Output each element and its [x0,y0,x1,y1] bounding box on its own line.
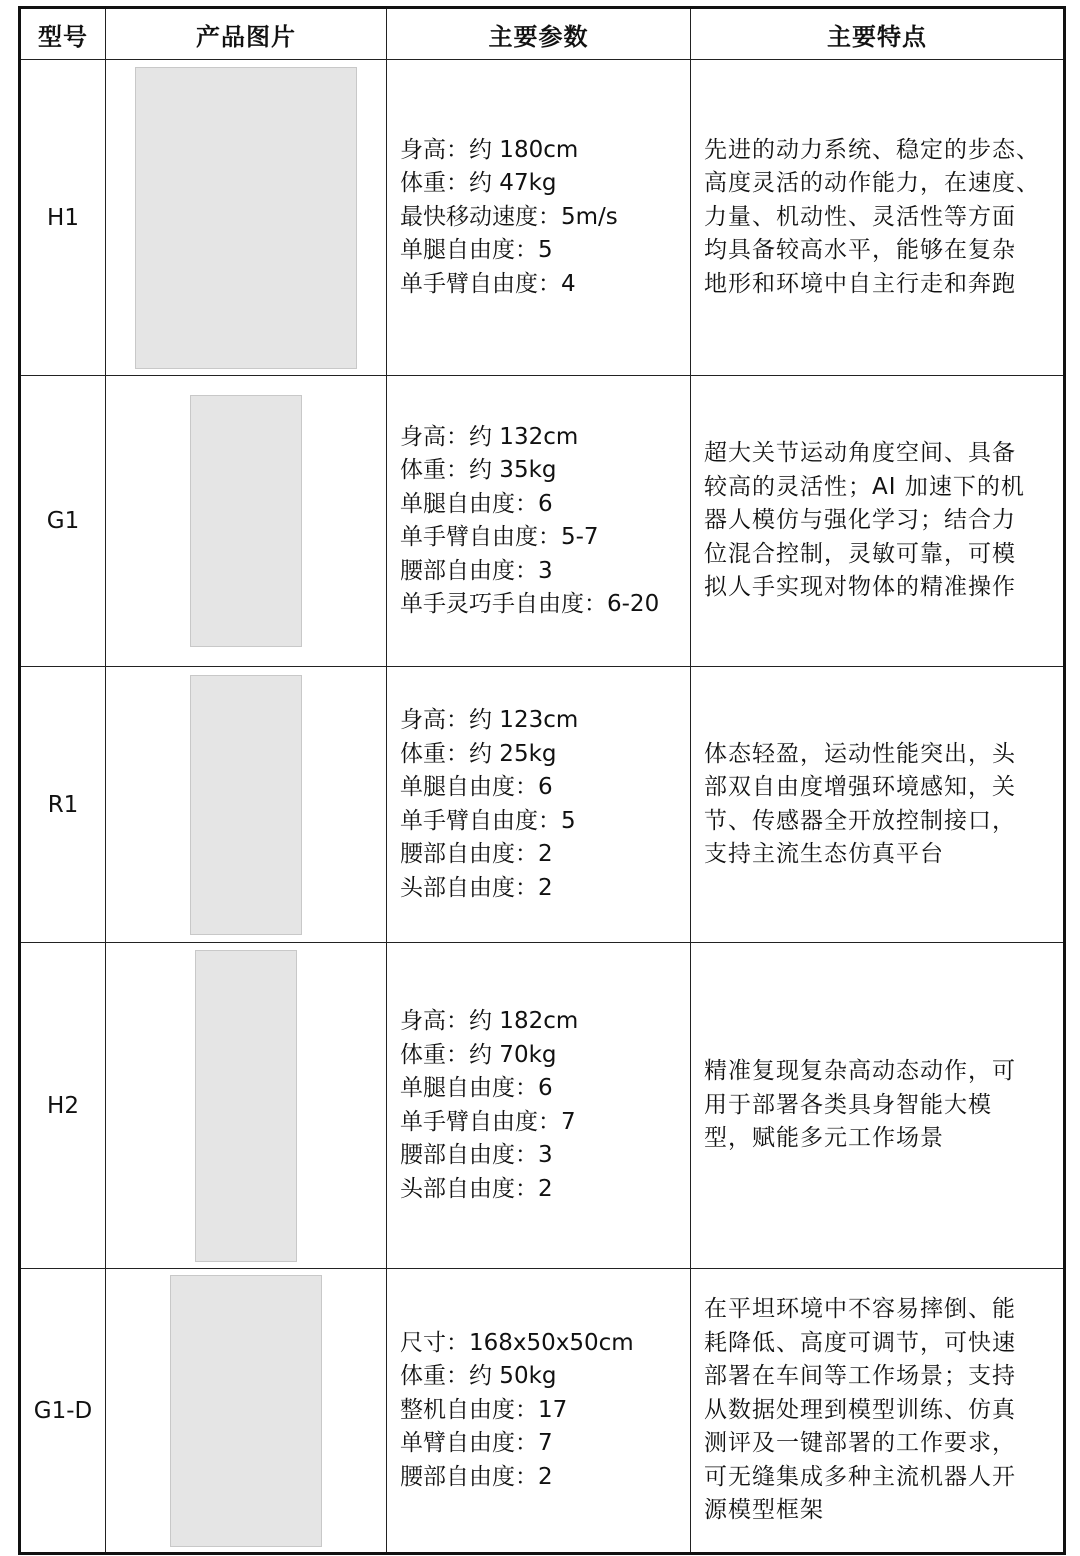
param-line: 体重：约 50kg [400,1363,557,1390]
param-line: 头部自由度：2 [400,1175,553,1202]
robot-photo-icon [190,395,302,647]
feature-line: 部双自由度增强环境感知，关 [704,774,1016,800]
param-line: 腰部自由度：2 [400,841,553,867]
feature-line: 器人模仿与强化学习；结合力 [704,507,1016,534]
feature-line: 用于部署各类具身智能大模 [704,1091,992,1118]
feature-line: 体态轻盈，运动性能突出，头 [704,740,1016,767]
params-cell [387,376,691,667]
table-row [20,1269,1065,1554]
robot-photo-icon [135,67,357,369]
param-line: 体重：约 47kg [400,170,557,197]
model-name: H1 [20,60,106,376]
header-features: 主要特点 [691,8,1065,60]
param-line: 最快移动速度：5m/s [400,203,618,230]
feature-line: 超大关节运动角度空间、具备 [704,440,1016,467]
param-line: 身高：约 132cm [400,423,579,450]
model-name: R1 [20,667,106,943]
features-cell [691,1269,1065,1554]
robot-photo-icon [190,675,302,935]
param-line: 头部自由度：2 [400,874,553,901]
header-model: 型号 [20,8,106,60]
features-cell [691,943,1065,1269]
header-row [20,8,1065,60]
product-image-cell [106,60,387,376]
feature-line: 力量、机动性、灵活性等方面 [704,203,1016,230]
model-name: H2 [20,943,106,1269]
product-image-cell [106,376,387,667]
feature-line: 拟人手实现对物体的精准操作 [704,574,1016,601]
params-cell [387,943,691,1269]
header-image: 产品图片 [106,8,387,60]
feature-line: 耗降低、高度可调节，可快速 [704,1329,1016,1356]
param-line: 单手臂自由度：4 [400,270,576,297]
feature-line: 可无缝集成多种主流机器人开 [704,1463,1016,1490]
table-row [20,943,1065,1269]
product-image-cell [106,1269,387,1554]
feature-line: 支持主流生态仿真平台 [704,841,944,867]
feature-line: 测评及一键部署的工作要求， [704,1430,1016,1457]
product-spec-table [18,6,1066,1555]
param-line: 尺寸：168x50x50cm [400,1329,634,1356]
param-line: 单手臂自由度：7 [400,1108,576,1135]
product-image-cell [106,943,387,1269]
params-cell [387,1269,691,1554]
feature-line: 节、传感器全开放控制接口， [704,807,1016,834]
feature-line: 从数据处理到模型训练、仿真 [704,1396,1016,1423]
header-params: 主要参数 [387,8,691,60]
param-line: 身高：约 180cm [400,136,579,163]
feature-line: 位混合控制，灵敏可靠，可模 [704,540,1016,567]
model-name: G1-D [20,1269,106,1554]
param-line: 单臂自由度：7 [400,1430,553,1457]
feature-line: 在平坦环境中不容易摔倒、能 [704,1296,1016,1323]
param-line: 单腿自由度：6 [400,490,553,517]
param-line: 单腿自由度：6 [400,774,553,800]
params-cell [387,667,691,943]
table-row [20,60,1065,376]
param-line: 腰部自由度：3 [400,557,553,584]
param-line: 体重：约 35kg [400,457,557,483]
robot-photo-icon [170,1275,322,1547]
product-image-cell [106,667,387,943]
params-cell [387,60,691,376]
features-cell [691,60,1065,376]
param-line: 身高：约 182cm [400,1008,579,1034]
param-line: 腰部自由度：2 [400,1463,553,1490]
model-name: G1 [20,376,106,667]
param-line: 单腿自由度：5 [400,237,553,264]
param-line: 身高：约 123cm [400,707,579,733]
param-line: 整机自由度：17 [400,1396,568,1423]
feature-line: 源模型框架 [704,1497,824,1524]
param-line: 单手灵巧手自由度：6-20 [400,591,660,617]
table-row [20,376,1065,667]
features-cell [691,667,1065,943]
feature-line: 型，赋能多元工作场景 [704,1125,944,1152]
param-line: 腰部自由度：3 [400,1142,553,1168]
features-cell [691,376,1065,667]
feature-line: 先进的动力系统、稳定的步态、 [704,136,1040,163]
feature-line: 地形和环境中自主行走和奔跑 [704,270,1016,297]
feature-line: 精准复现复杂高动态动作，可 [704,1058,1016,1085]
param-line: 单手臂自由度：5-7 [400,524,599,550]
feature-line: 部署在车间等工作场景；支持 [704,1363,1016,1390]
feature-line: 高度灵活的动作能力，在速度、 [704,170,1040,197]
feature-line: 均具备较高水平，能够在复杂 [704,237,1016,264]
param-line: 体重：约 25kg [400,740,557,767]
param-line: 单手臂自由度：5 [400,807,576,834]
param-line: 体重：约 70kg [400,1041,557,1068]
param-line: 单腿自由度：6 [400,1075,553,1101]
table-row [20,667,1065,943]
feature-line: 较高的灵活性；AI 加速下的机 [704,473,1025,500]
robot-photo-icon [195,950,297,1262]
